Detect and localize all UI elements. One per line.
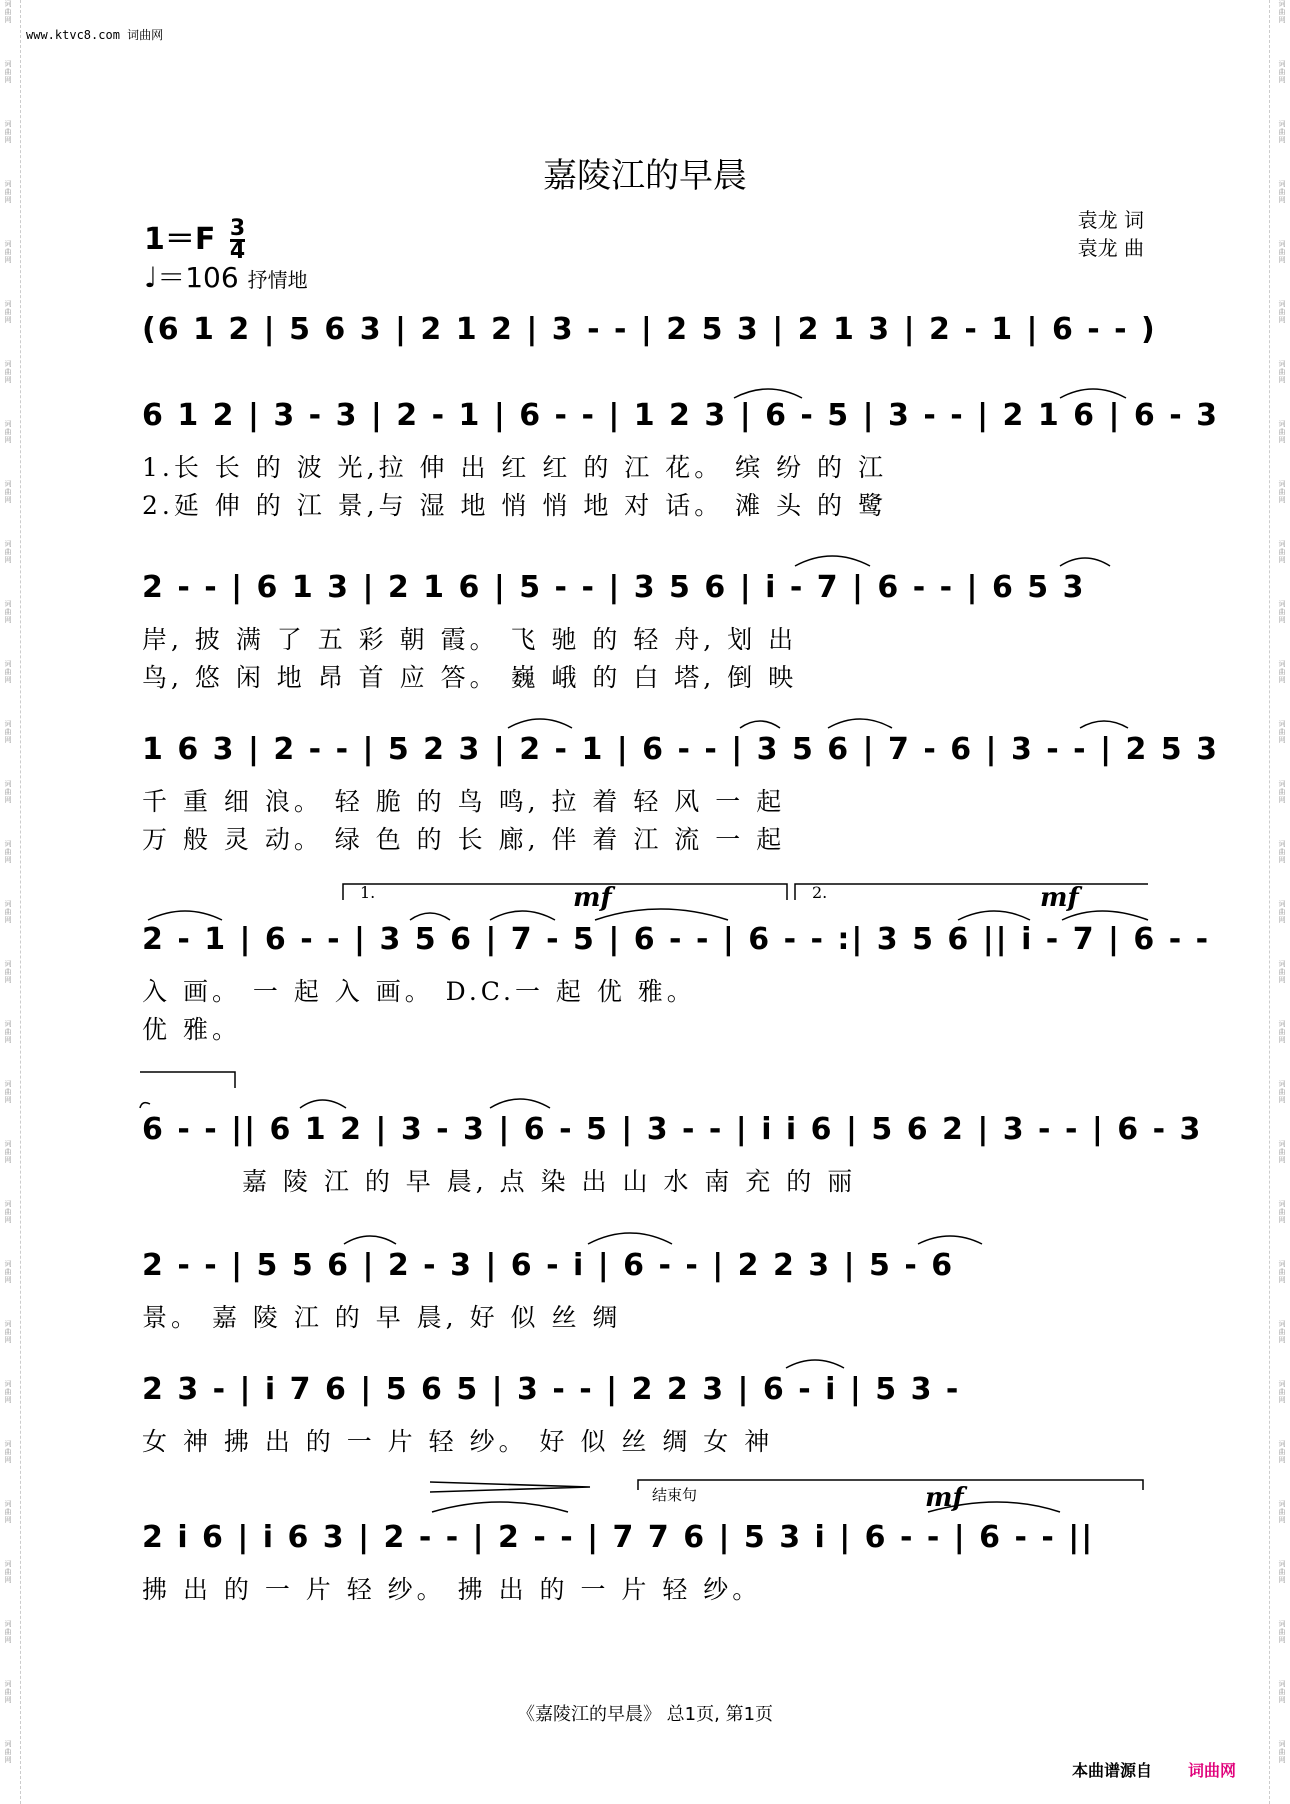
watermark-text: 词 曲 网 [1278,900,1286,924]
watermark-text: 词 曲 网 [4,840,12,864]
watermark-text: 词 曲 网 [4,1560,12,1584]
watermark-text: 词 曲 网 [1278,1740,1286,1764]
time-top: 3 [229,216,246,241]
slur [410,913,450,920]
watermark-text: 词 曲 网 [1278,1380,1286,1404]
watermark-text: 词 曲 网 [4,1140,12,1164]
ending-label: 结束句 [652,1486,698,1504]
brand-link[interactable]: 词曲网 [1187,1761,1236,1780]
composer: 袁龙 曲 [1077,236,1144,260]
watermark-text: 词 曲 网 [1278,840,1286,864]
slur [588,1233,672,1244]
slur [740,721,780,728]
watermark-text: 词 曲 网 [1278,1440,1286,1464]
watermark-text: 词 曲 网 [4,540,12,564]
notes-line: 2 - - | 5 5 6 | 2 - 3 | 6 - i | 6 - - | 2 2 3 | 5 - 6 [142,1248,955,1283]
watermark-text: 词 曲 网 [4,240,12,264]
notes-line: 6 1 2 | 3 - 3 | 2 - 1 | 6 - - | 1 2 3 | 6 - 5 | 3 - - | 2 1 6 | 6 - 3 [142,398,1219,433]
watermark-text: 词 曲 网 [1278,0,1286,24]
watermark-text: 词 曲 网 [4,0,12,24]
slur [1080,721,1128,728]
lyric-verse-1: 1.长 长 的 波 光,拉 伸 出 红 红 的 江 花。 缤 纷 的 江 [142,453,888,482]
watermark-text: 词 曲 网 [1278,600,1286,624]
volta-2-bracket [795,884,1148,900]
watermark-text: 词 曲 网 [1278,1140,1286,1164]
notes-line: 6 - - || 6 1 2 | 3 - 3 | 6 - 5 | 3 - - | i i 6 | 5 6 2 | 3 - - | 6 - 3 [142,1112,1203,1147]
watermark-text: 词 曲 网 [1278,720,1286,744]
watermark-text: 词 曲 网 [4,960,12,984]
slur [508,719,572,728]
lyric-verse-2: 鸟, 悠 闲 地 昂 首 应 答。 巍 峨 的 白 塔, 倒 映 [142,663,798,692]
watermark-text: 词 曲 网 [4,1320,12,1344]
watermark-text: 词 曲 网 [4,60,12,84]
watermark-text: 词 曲 网 [4,720,12,744]
watermark-text: 词 曲 网 [4,1500,12,1524]
watermark-text: 词 曲 网 [4,1620,12,1644]
slur [344,1236,396,1244]
lyric-verse-1: 入 画。 一 起 入 画。 D.C.一 起 优 雅。 [142,977,696,1006]
slur [795,556,870,566]
slur [828,719,892,728]
watermark-text: 词 曲 网 [1278,960,1286,984]
watermark-text: 词 曲 网 [4,420,12,444]
slur [148,911,222,920]
lyric-verse-1: 岸, 披 满 了 五 彩 朝 霞。 飞 驰 的 轻 舟, 划 出 [142,625,798,654]
slur [1060,389,1126,398]
tempo-value: ＝106 [157,261,239,294]
page-footer: 《嘉陵江的早晨》 总1页, 第1页 [516,1704,774,1725]
dynamic-mf: mf [573,883,612,913]
watermark-text: 词 曲 网 [1278,1080,1286,1104]
watermark-text: 词 曲 网 [4,1740,12,1764]
watermark-text: 词 曲 网 [4,1380,12,1404]
watermark-text: 词 曲 网 [1278,60,1286,84]
crescendo-hairpin [430,1482,590,1492]
watermark-text: 词 曲 网 [4,480,12,504]
slur [734,389,802,398]
watermark-text: 词 曲 网 [1278,1680,1286,1704]
watermark-text: 词 曲 网 [4,180,12,204]
watermark-text: 词 曲 网 [4,900,12,924]
watermark-text: 词 曲 网 [1278,1620,1286,1644]
notes-line: 1 6 3 | 2 - - | 5 2 3 | 2 - 1 | 6 - - | 3 5 6 | 7 - 6 | 3 - - | 2 5 3 [142,732,1219,767]
watermark-text: 词 曲 网 [4,1680,12,1704]
lyric-chorus: 景。 嘉 陵 江 的 早 晨, 好 似 丝 绸 [142,1303,622,1332]
lyricist: 袁龙 词 [1077,208,1144,232]
time-bottom: 4 [229,239,246,264]
watermark-text: 词 曲 网 [4,1200,12,1224]
slur [432,1502,568,1512]
quarter-note-icon: ♩ [144,261,158,294]
slur [958,911,1030,920]
slur [918,1236,982,1244]
watermark-text: 词 曲 网 [1278,1560,1286,1584]
watermark-text: 词 曲 网 [1278,1320,1286,1344]
volta-continuation [140,1072,235,1088]
dynamic-mf: mf [1040,883,1079,913]
slur [140,1103,150,1108]
slur [300,1100,346,1108]
expression-text: 抒情地 [247,268,308,292]
lyric-verse-2: 2.延 伸 的 江 景,与 湿 地 悄 悄 地 对 话。 滩 头 的 鹭 [142,491,888,520]
site-url: www.ktvc8.com 词曲网 [26,28,164,42]
watermark-text: 词 曲 网 [4,1260,12,1284]
lyric-chorus: 女 神 拂 出 的 一 片 轻 纱。 好 似 丝 绸 女 神 [142,1427,774,1456]
lyric-verse-2: 优 雅。 [142,1015,241,1044]
watermark-text: 词 曲 网 [1278,660,1286,684]
watermark-text: 词 曲 网 [1278,780,1286,804]
volta-1-bracket [343,884,787,900]
watermark-text: 词 曲 网 [4,1080,12,1104]
watermark-text: 词 曲 网 [1278,1020,1286,1044]
volta-1-label: 1. [360,883,376,902]
watermark-text: 词 曲 网 [4,780,12,804]
song-title: 嘉陵江的早晨 [543,156,747,196]
lyric-chorus: 拂 出 的 一 片 轻 纱。 拂 出 的 一 片 轻 纱。 [142,1575,762,1604]
watermark-text: 词 曲 网 [1278,420,1286,444]
notes-line: 2 - 1 | 6 - - | 3 5 6 | 7 - 5 | 6 - - | 6 - - :| 3 5 6 || i - 7 | 6 - - [142,922,1211,957]
lyric-chorus: 嘉 陵 江 的 早 晨, 点 染 出 山 水 南 充 的 丽 [242,1167,857,1196]
lyric-verse-1: 千 重 细 浪。 轻 脆 的 鸟 鸣, 拉 着 轻 风 一 起 [142,787,786,816]
lyric-verse-2: 万 般 灵 动。 绿 色 的 长 廊, 伴 着 江 流 一 起 [142,825,786,854]
source-credit [1072,1758,1236,1781]
notes-line: (6 1 2 | 5 6 3 | 2 1 2 | 3 - - | 2 5 3 | 2 1 3 | 2 - 1 | 6 - - ) [142,312,1157,347]
slur [490,1099,550,1108]
slur [595,909,728,920]
key-label: 1＝F [144,222,216,257]
watermark-text: 词 曲 网 [1278,120,1286,144]
notes-line: 2 i 6 | i 6 3 | 2 - - | 2 - - | 7 7 6 | 5 3 i | 6 - - | 6 - - || [142,1520,1095,1555]
watermark-text: 词 曲 网 [1278,240,1286,264]
slur [490,911,555,920]
watermark-text: 词 曲 网 [1278,480,1286,504]
dynamic-mf: mf [925,1483,964,1513]
watermark-text: 词 曲 网 [4,360,12,384]
watermark-text: 词 曲 网 [1278,540,1286,564]
watermark-text: 词 曲 网 [1278,180,1286,204]
ending-bracket [638,1480,1143,1490]
watermark-text: 词 曲 网 [1278,300,1286,324]
watermark-text: 词 曲 网 [4,600,12,624]
watermark-text: 词 曲 网 [1278,1500,1286,1524]
watermark-text: 词 曲 网 [4,660,12,684]
slur [1060,558,1110,566]
watermark-text: 词 曲 网 [1278,1200,1286,1224]
watermark-text: 词 曲 网 [4,120,12,144]
slur [786,1360,844,1368]
notes-line: 2 3 - | i 7 6 | 5 6 5 | 3 - - | 2 2 3 | 6 - i | 5 3 - [142,1372,961,1407]
volta-2-label: 2. [812,883,828,902]
watermark-text: 词 曲 网 [4,1020,12,1044]
watermark-text: 词 曲 网 [4,300,12,324]
source-label: 本曲谱源自 [1071,1761,1152,1780]
watermark-text: 词 曲 网 [1278,1260,1286,1284]
notes-line: 2 - - | 6 1 3 | 2 1 6 | 5 - - | 3 5 6 | i - 7 | 6 - - | 6 5 3 [142,570,1086,605]
watermark-text: 词 曲 网 [1278,360,1286,384]
watermark-text: 词 曲 网 [4,1440,12,1464]
